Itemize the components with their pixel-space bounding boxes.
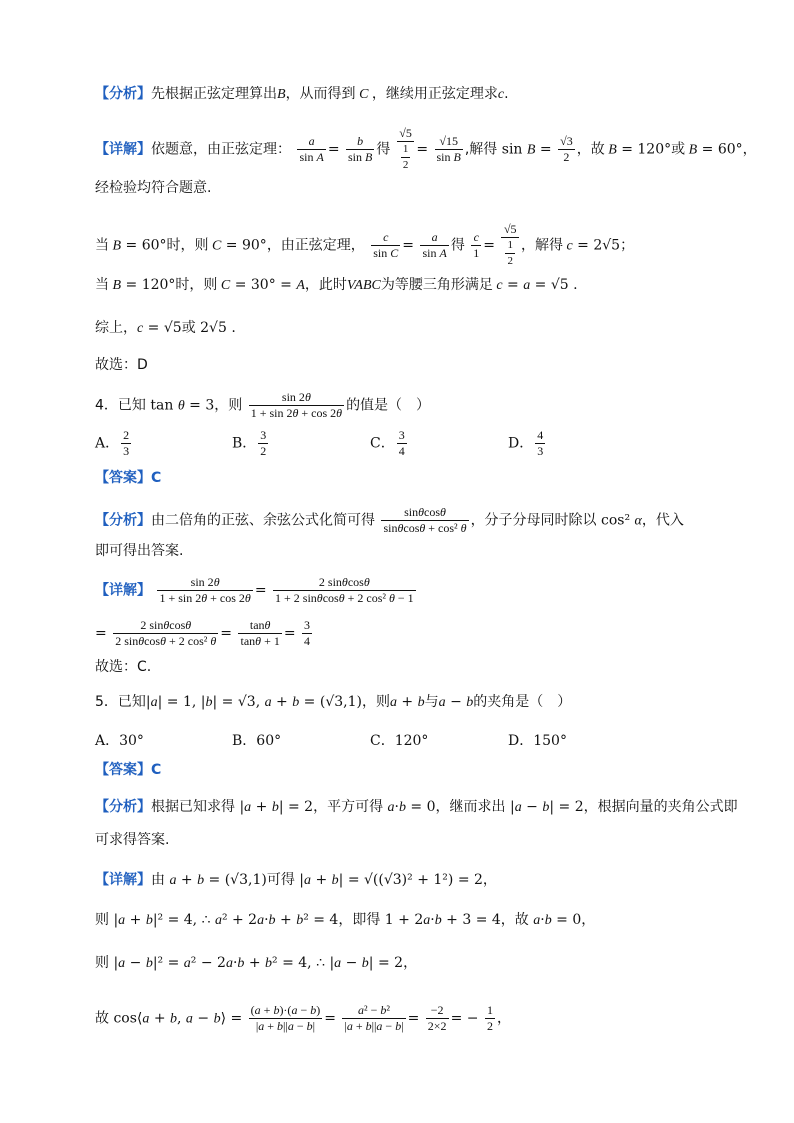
- paragraph-case-60: 当 B = 60°时，则 C = 90°，由正弦定理， $\frac{c}{\text{sin C}}$ = $\frac{a}{\text{sin A}}$ 得 $\frac{c}{1}$ = $\frac{√5}{\frac{1}{2}}$ ，解得 c = 2√5；: [95, 222, 635, 267]
- analysis-tag: 【分析】: [95, 86, 151, 102]
- analysis-paragraph-q4: 【分析】由二倍角的正弦、余弦公式化简可得 $\frac{\sin\theta\cos\theta}{\text{sinθcosθ + cos² θ}}$ ，分子分母同时除以 cos² α，代入: [95, 505, 684, 535]
- q5-option-b: B．60°: [232, 733, 282, 749]
- detail-paragraph-q3: 【详解】依题意，由正弦定理： $\frac{a}{\text{sin A}}$ = $\frac{b}{\text{sin B}}$ 得 $\frac{√5}{\frac{1}{2}}$ = $\frac{√15}{\text{sin B}}$ ,解得 sin B = $\frac{√3}{2}$ ，故 B = 120°或 B = 60°，: [95, 126, 757, 171]
- detail-step-4: 故 cos⟨a + b, a − b⟩ = $\frac{(a + b)\cdot(a - b)}{|a + b||a - b|}$ = $\frac{\text{a² − b²}}{|a + b||a - b|}$ = $\frac{-2}{2\times 2}$ = − $\frac{1}{2}$ ，: [95, 1003, 511, 1033]
- choice-q3: 故选：D: [95, 357, 148, 373]
- analysis-paragraph-q3: 【分析】先根据正弦定理算出B，从而得到 C ，继续用正弦定理求c.: [95, 86, 509, 102]
- q4-option-a: A． $\frac{2}{3}$: [95, 428, 130, 458]
- paragraph-case-120: 当 B = 120°时，则 C = 30° = A，此时VABC为等腰三角形满足 c = a = √5 .: [95, 277, 578, 293]
- detail-paragraph-q5: 【详解】由 a + b = (√3,1)可得 |a + b| = √((√3)² + 1²) = 2，: [95, 872, 497, 888]
- paragraph-can-obtain: 可求得答案.: [95, 832, 170, 848]
- question-5: 5．已知|a| = 1, |b| = √3, a + b = (√3,1)，则a + b与a − b的夹角是（ ）: [95, 694, 572, 710]
- q5-option-d: D．150°: [508, 733, 567, 749]
- answer-q4: 【答案】C: [95, 470, 162, 486]
- detail-paragraph-q4-2: = $\frac{2 \sin\theta\cos\theta}{\text{2 sinθcosθ + 2 cos² θ}}$ = $\frac{\tan\theta}{\tan\theta + 1}$ = $\frac{3}{4}$: [95, 618, 311, 648]
- q4-option-b: B． $\frac{3}{2}$: [232, 428, 267, 458]
- answer-q5: 【答案】C: [95, 762, 162, 778]
- detail-step-2: 则 |a + b|² = 4, ∴ a² + 2a·b + b² = 4，即得 1 + 2a·b + 3 = 4，故 a·b = 0，: [95, 912, 596, 928]
- q5-option-a: A．30°: [95, 733, 144, 749]
- q4-option-c: C． $\frac{3}{4}$: [370, 428, 405, 458]
- q5-option-c: C．120°: [370, 733, 429, 749]
- q4-option-d: D． $\frac{4}{3}$: [508, 428, 544, 458]
- paragraph-check: 经检验均符合题意.: [95, 180, 212, 196]
- detail-paragraph-q4: 【详解】 $\frac{\sin 2\theta}{1 + \sin 2\theta + \cos 2\theta}$ = $\frac{2 \sin\theta\cos\theta}{\text{1 + 2 sinθcosθ + 2 cos² θ − 1}}$: [95, 575, 414, 605]
- detail-tag: 【详解】: [95, 141, 151, 158]
- question-4: 4．已知 tan θ = 3，则 $\frac{\sin 2\theta}{1 + \sin 2\theta + \cos 2\theta}$ 的值是（ ）: [95, 390, 431, 420]
- detail-step-3: 则 |a − b|² = a² − 2a·b + b² = 4, ∴ |a − b| = 2，: [95, 955, 418, 971]
- analysis-paragraph-q5: 【分析】根据已知求得 |a + b| = 2，平方可得 a·b = 0，继而求出 |a − b| = 2，根据向量的夹角公式即: [95, 799, 738, 815]
- choice-q4: 故选：C.: [95, 659, 152, 675]
- paragraph-substitute: 即可得出答案.: [95, 543, 184, 559]
- paragraph-summary: 综上，c = √5或 2√5 .: [95, 320, 236, 336]
